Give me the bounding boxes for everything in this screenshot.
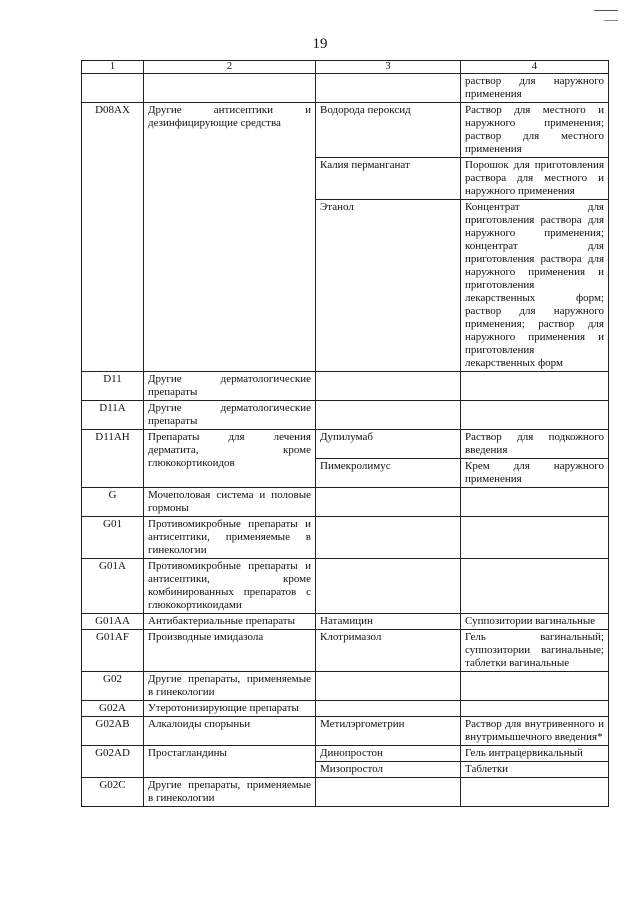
table-row bbox=[82, 778, 609, 807]
dosage-form-cell: Суппозитории вагинальные bbox=[461, 614, 609, 630]
group-name-cell bbox=[144, 74, 316, 103]
atc-code-cell: G02AD bbox=[82, 746, 144, 778]
dosage-form-cell bbox=[461, 778, 609, 807]
atc-code-cell: G01 bbox=[82, 517, 144, 559]
atc-code-cell: G01A bbox=[82, 559, 144, 614]
column-header: 4 bbox=[461, 61, 609, 74]
dosage-form-cell bbox=[461, 372, 609, 401]
atc-code-cell: G02A bbox=[82, 701, 144, 717]
group-name-cell: Противомикробные препараты и антисептики, применяемые в гинекологии bbox=[144, 517, 316, 559]
group-name-cell: Простагландины bbox=[144, 746, 316, 778]
table-row bbox=[82, 559, 609, 614]
drug-table bbox=[81, 60, 609, 807]
dosage-form-cell: Гель вагинальный; суппозитории вагинальные; таблетки вагинальные bbox=[461, 630, 609, 672]
table-row bbox=[82, 717, 609, 746]
table-row bbox=[82, 630, 609, 672]
column-header: 1 bbox=[82, 61, 144, 74]
dosage-form-cell bbox=[461, 672, 609, 701]
dosage-form-cell: Раствор для внутривенного и внутримышечного введения* bbox=[461, 717, 609, 746]
table-row bbox=[82, 488, 609, 517]
group-name-cell: Другие дерматологические препараты bbox=[144, 372, 316, 401]
table-row bbox=[82, 517, 609, 559]
dosage-form-cell: Концентрат для приготовления раствора для наружного применения; концентрат для приготовления раствора для наружного применения и приготовления лекарственных форм; раствор для наружного применения; раствор для наружного применения и приготовления лекарственных форм bbox=[461, 200, 609, 372]
atc-code-cell: G02 bbox=[82, 672, 144, 701]
dosage-form-cell: раствор для наружного применения bbox=[461, 74, 609, 103]
drug-name-cell bbox=[316, 701, 461, 717]
group-name-cell: Мочеполовая система и половые гормоны bbox=[144, 488, 316, 517]
table-row bbox=[82, 614, 609, 630]
atc-code-cell: G01AF bbox=[82, 630, 144, 672]
group-name-cell: Другие препараты, применяемые в гинекологии bbox=[144, 778, 316, 807]
dosage-form-cell: Порошок для приготовления раствора для местного и наружного применения bbox=[461, 158, 609, 200]
drug-name-cell: Мизопростол bbox=[316, 762, 461, 778]
dosage-form-cell: Таблетки bbox=[461, 762, 609, 778]
dosage-form-cell bbox=[461, 517, 609, 559]
table-row bbox=[82, 103, 609, 158]
atc-code-cell: D11 bbox=[82, 372, 144, 401]
drug-name-cell: Дупилумаб bbox=[316, 430, 461, 459]
dosage-form-cell: Крем для наружного применения bbox=[461, 459, 609, 488]
drug-name-cell bbox=[316, 401, 461, 430]
atc-code-cell: G02AB bbox=[82, 717, 144, 746]
group-name-cell: Препараты для лечения дерматита, кроме глюкокортикоидов bbox=[144, 430, 316, 488]
page-number: 19 bbox=[312, 36, 328, 52]
atc-code-cell: G01AA bbox=[82, 614, 144, 630]
corner-mark bbox=[594, 10, 618, 11]
table-header-row bbox=[82, 61, 609, 74]
drug-name-cell bbox=[316, 74, 461, 103]
corner-mark bbox=[604, 20, 618, 21]
drug-name-cell: Водорода пероксид bbox=[316, 103, 461, 158]
dosage-form-cell: Раствор для подкожного введения bbox=[461, 430, 609, 459]
dosage-form-cell bbox=[461, 401, 609, 430]
drug-name-cell bbox=[316, 778, 461, 807]
dosage-form-cell bbox=[461, 559, 609, 614]
table-row bbox=[82, 74, 609, 103]
drug-name-cell: Этанол bbox=[316, 200, 461, 372]
dosage-form-cell bbox=[461, 488, 609, 517]
atc-code-cell: D08AX bbox=[82, 103, 144, 372]
dosage-form-cell bbox=[461, 701, 609, 717]
drug-name-cell bbox=[316, 559, 461, 614]
atc-code-cell: D11A bbox=[82, 401, 144, 430]
dosage-form-cell: Раствор для местного и наружного применения; раствор для местного применения bbox=[461, 103, 609, 158]
group-name-cell: Другие препараты, применяемые в гинекологии bbox=[144, 672, 316, 701]
column-header: 2 bbox=[144, 61, 316, 74]
table-row bbox=[82, 672, 609, 701]
drug-name-cell: Пимекролимус bbox=[316, 459, 461, 488]
group-name-cell: Антибактериальные препараты bbox=[144, 614, 316, 630]
drug-name-cell bbox=[316, 672, 461, 701]
atc-code-cell: G bbox=[82, 488, 144, 517]
drug-name-cell bbox=[316, 488, 461, 517]
drug-name-cell: Клотримазол bbox=[316, 630, 461, 672]
group-name-cell: Алкалоиды спорыньи bbox=[144, 717, 316, 746]
atc-code-cell bbox=[82, 74, 144, 103]
table-row bbox=[82, 372, 609, 401]
group-name-cell: Производные имидазола bbox=[144, 630, 316, 672]
table-row bbox=[82, 401, 609, 430]
drug-name-cell bbox=[316, 372, 461, 401]
atc-code-cell: G02C bbox=[82, 778, 144, 807]
atc-code-cell: D11AH bbox=[82, 430, 144, 488]
drug-name-cell: Натамицин bbox=[316, 614, 461, 630]
group-name-cell: Другие антисептики и дезинфицирующие средства bbox=[144, 103, 316, 372]
drug-name-cell: Метилэргометрин bbox=[316, 717, 461, 746]
column-header: 3 bbox=[316, 61, 461, 74]
drug-name-cell: Динопростон bbox=[316, 746, 461, 762]
table-row bbox=[82, 430, 609, 459]
drug-name-cell: Калия перманганат bbox=[316, 158, 461, 200]
table-row bbox=[82, 701, 609, 717]
drug-name-cell bbox=[316, 517, 461, 559]
table-row bbox=[82, 746, 609, 762]
group-name-cell: Противомикробные препараты и антисептики, кроме комбинированных препаратов с глюкокортикоидами bbox=[144, 559, 316, 614]
dosage-form-cell: Гель интрацервикальный bbox=[461, 746, 609, 762]
group-name-cell: Утеротонизирующие препараты bbox=[144, 701, 316, 717]
group-name-cell: Другие дерматологические препараты bbox=[144, 401, 316, 430]
